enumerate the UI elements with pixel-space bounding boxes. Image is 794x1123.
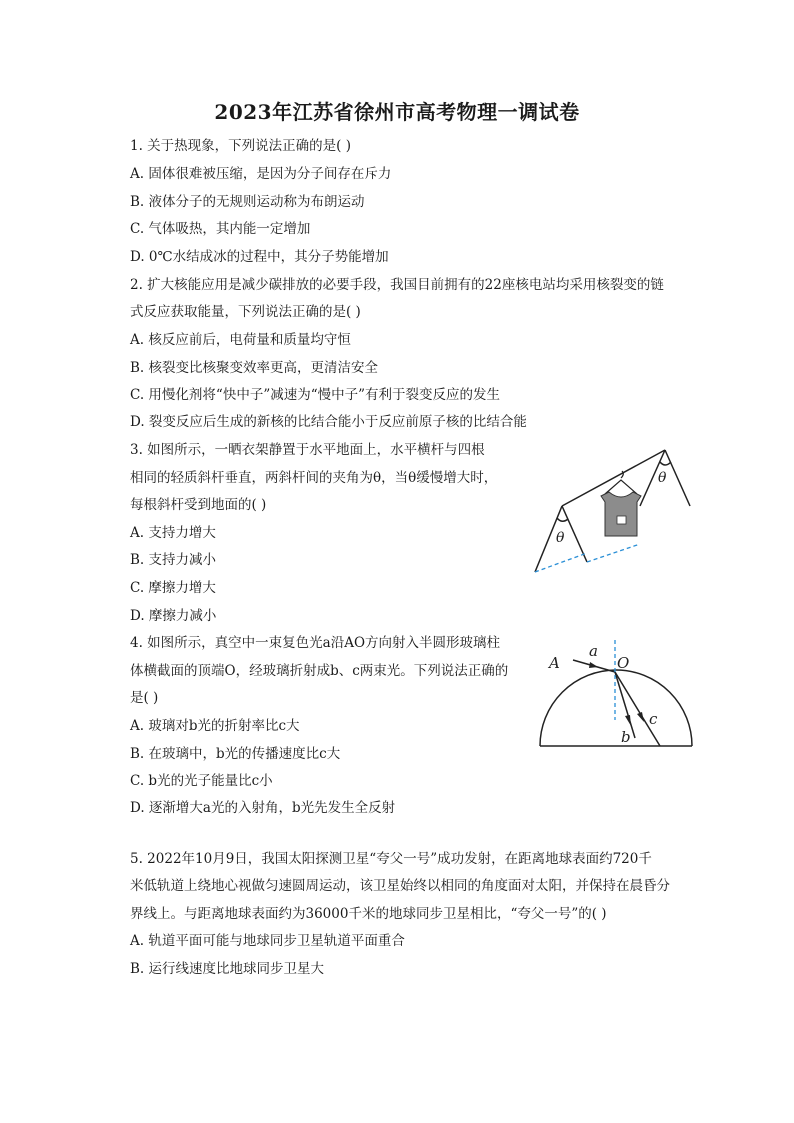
q5-stem-line2: 米低轨道上绕地心视做匀速圆周运动，该卫星始终以相同的角度面对太阳，并保持在晨昏分 bbox=[130, 878, 670, 894]
q2-option-b: B. 核裂变比核聚变效率更高，更清洁安全 bbox=[130, 360, 379, 376]
theta-label-back: θ bbox=[658, 470, 667, 486]
q2-option-c: C. 用慢化剂将“快中子”减速为“慢中子”有利于裂变反应的发生 bbox=[130, 387, 501, 403]
arrow-b bbox=[625, 715, 631, 726]
arrow-a bbox=[589, 662, 598, 668]
theta-label-front: θ bbox=[556, 530, 565, 546]
ground-line-back bbox=[587, 544, 640, 562]
back-leg-right bbox=[665, 450, 690, 506]
q3-stem-line3: 每根斜杆受到地面的( ) bbox=[130, 497, 267, 513]
label-A: A bbox=[549, 654, 560, 672]
garment bbox=[601, 492, 641, 536]
hanger bbox=[605, 480, 637, 494]
arrow-c bbox=[637, 712, 644, 722]
q4-option-c: C. b光的光子能量比c小 bbox=[130, 773, 273, 789]
q5-option-b: B. 运行线速度比地球同步卫星大 bbox=[130, 961, 325, 977]
q4-option-d: D. 逐渐增大a光的入射角，b光先发生全反射 bbox=[130, 800, 396, 816]
q4-stem-line2: 体横截面的顶端O，经玻璃折射成b、c两束光。下列说法正确的 bbox=[130, 663, 509, 679]
q5-option-a: A. 轨道平面可能与地球同步卫星轨道平面重合 bbox=[130, 933, 405, 949]
label-b: b bbox=[621, 728, 631, 746]
q2-option-d: D. 裂变反应后生成的新核的比结合能小于反应前原子核的比结合能 bbox=[130, 414, 527, 430]
front-angle-arc bbox=[557, 518, 568, 521]
semicircle-outline bbox=[540, 670, 692, 746]
q2-stem-line2: 式反应获取能量，下列说法正确的是( ) bbox=[130, 304, 361, 320]
q4-stem-line1: 4. 如图所示，真空中一束复色光a沿AO方向射入半圆形玻璃柱 bbox=[130, 635, 501, 651]
q1-option-d: D. 0℃水结成冰的过程中，其分子势能增加 bbox=[130, 249, 389, 265]
q2-option-a: A. 核反应前后，电荷量和质量均守恒 bbox=[130, 332, 351, 348]
label-c: c bbox=[649, 710, 658, 728]
q1-stem: 1. 关于热现象，下列说法正确的是( ) bbox=[130, 138, 351, 154]
q3-stem-line1: 3. 如图所示，一晒衣架静置于水平地面上，水平横杆与四根 bbox=[130, 442, 485, 458]
label-O: O bbox=[617, 654, 630, 672]
q1-option-a: A. 固体很难被压缩，是因为分子间存在斥力 bbox=[130, 166, 392, 182]
q3-option-a: A. 支持力增大 bbox=[130, 525, 216, 541]
q4-option-b: B. 在玻璃中，b光的传播速度比c大 bbox=[130, 746, 341, 762]
q5-stem-line3: 界线上。与距离地球表面约为36000千米的地球同步卫星相比，“夸父一号”的( ) bbox=[130, 906, 607, 922]
ground-line-front bbox=[535, 553, 587, 572]
drying-rack-figure bbox=[525, 440, 700, 582]
back-angle-arc bbox=[660, 462, 671, 465]
q1-option-b: B. 液体分子的无规则运动称为布朗运动 bbox=[130, 194, 365, 210]
garment-pocket bbox=[617, 516, 626, 524]
q3-option-b: B. 支持力减小 bbox=[130, 552, 217, 568]
q5-stem-line1: 5. 2022年10月9日，我国太阳探测卫星“夸父一号”成功发射，在距离地球表面约720千 bbox=[130, 851, 652, 867]
page-title: 2023年江苏省徐州市高考物理一调试卷 bbox=[214, 100, 580, 124]
q4-stem-line3: 是( ) bbox=[130, 690, 159, 706]
front-leg-right bbox=[562, 506, 587, 562]
label-a: a bbox=[589, 642, 598, 660]
q3-stem-line2: 相同的轻质斜杆垂直，两斜杆间的夹角为θ，当θ缓慢增大时， bbox=[130, 470, 498, 486]
q2-stem-line1: 2. 扩大核能应用是减少碳排放的必要手段，我国目前拥有的22座核电站均采用核裂变的链 bbox=[130, 277, 664, 293]
q3-option-c: C. 摩擦力增大 bbox=[130, 580, 216, 596]
q1-option-c: C. 气体吸热，其内能一定增加 bbox=[130, 221, 311, 237]
semicircle-glass-figure bbox=[535, 638, 700, 750]
q3-option-d: D. 摩擦力减小 bbox=[130, 608, 217, 624]
q4-option-a: A. 玻璃对b光的折射率比c大 bbox=[130, 718, 300, 734]
